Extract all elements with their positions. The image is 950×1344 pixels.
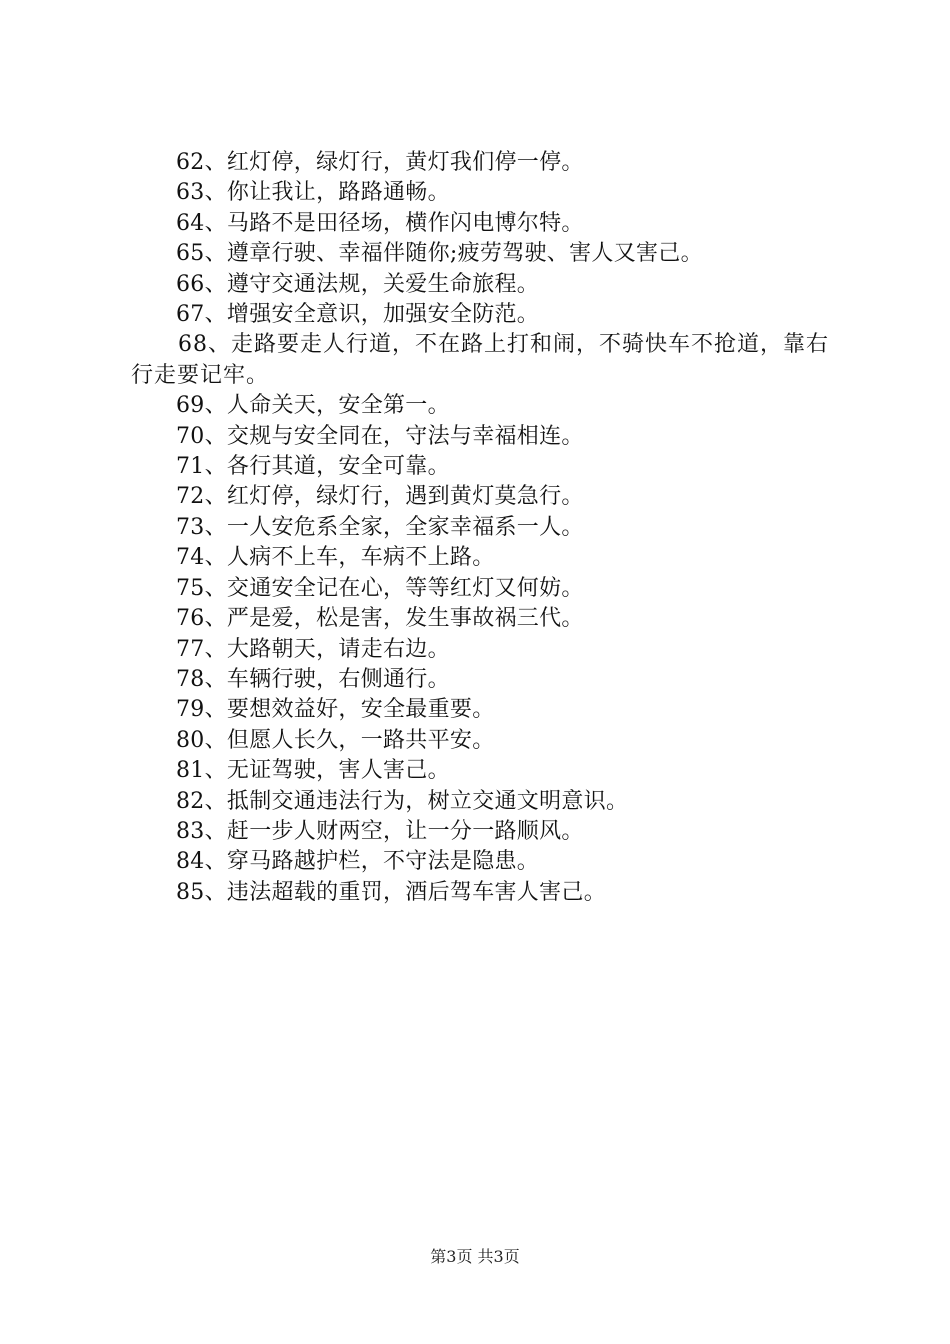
list-item: 84、穿马路越护栏，不守法是隐患。 bbox=[176, 849, 540, 875]
list-item: 82、抵制交通违法行为，树立交通文明意识。 bbox=[176, 788, 629, 814]
list-item: 83、赶一步人财两空，让一分一路顺风。 bbox=[176, 818, 584, 844]
list-item: 85、违法超载的重罚，酒后驾车害人害己。 bbox=[176, 879, 606, 905]
page-number-footer: 第3页 共3页 bbox=[430, 1247, 520, 1266]
list-item: 68、走路要走人行道，不在路上打和闹，不骑快车不抢道，靠右行走要记牢。 bbox=[131, 332, 829, 388]
list-item: 73、一人安危系全家，全家幸福系一人。 bbox=[176, 514, 584, 540]
list-item: 64、马路不是田径场，横作闪电博尔特。 bbox=[176, 210, 584, 236]
list-item: 65、遵章行驶、幸福伴随你;疲劳驾驶、害人又害己。 bbox=[176, 241, 703, 267]
list-item: 63、你让我让，路路通畅。 bbox=[176, 180, 450, 206]
list-item: 72、红灯停，绿灯行，遇到黄灯莫急行。 bbox=[176, 484, 584, 510]
list-item: 69、人命关天，安全第一。 bbox=[176, 393, 450, 419]
list-item: 70、交规与安全同在，守法与幸福相连。 bbox=[176, 423, 584, 449]
list-item: 76、严是爱，松是害，发生事故祸三代。 bbox=[176, 606, 584, 632]
list-item: 74、人病不上车，车病不上路。 bbox=[176, 545, 495, 571]
slogan-list bbox=[131, 148, 851, 908]
list-item: 67、增强安全意识，加强安全防范。 bbox=[176, 302, 540, 328]
list-item: 71、各行其道，安全可靠。 bbox=[176, 454, 450, 480]
list-item: 62、红灯停，绿灯行，黄灯我们停一停。 bbox=[176, 150, 584, 175]
list-item: 77、大路朝天，请走右边。 bbox=[176, 636, 450, 662]
list-item: 79、要想效益好，安全最重要。 bbox=[176, 697, 495, 723]
list-item: 81、无证驾驶，害人害己。 bbox=[176, 758, 450, 784]
list-item: 78、车辆行驶，右侧通行。 bbox=[176, 666, 450, 692]
list-item: 80、但愿人长久，一路共平安。 bbox=[176, 727, 495, 753]
list-item: 66、遵守交通法规，关爱生命旅程。 bbox=[176, 271, 540, 297]
list-item: 75、交通安全记在心，等等红灯又何妨。 bbox=[176, 575, 584, 601]
